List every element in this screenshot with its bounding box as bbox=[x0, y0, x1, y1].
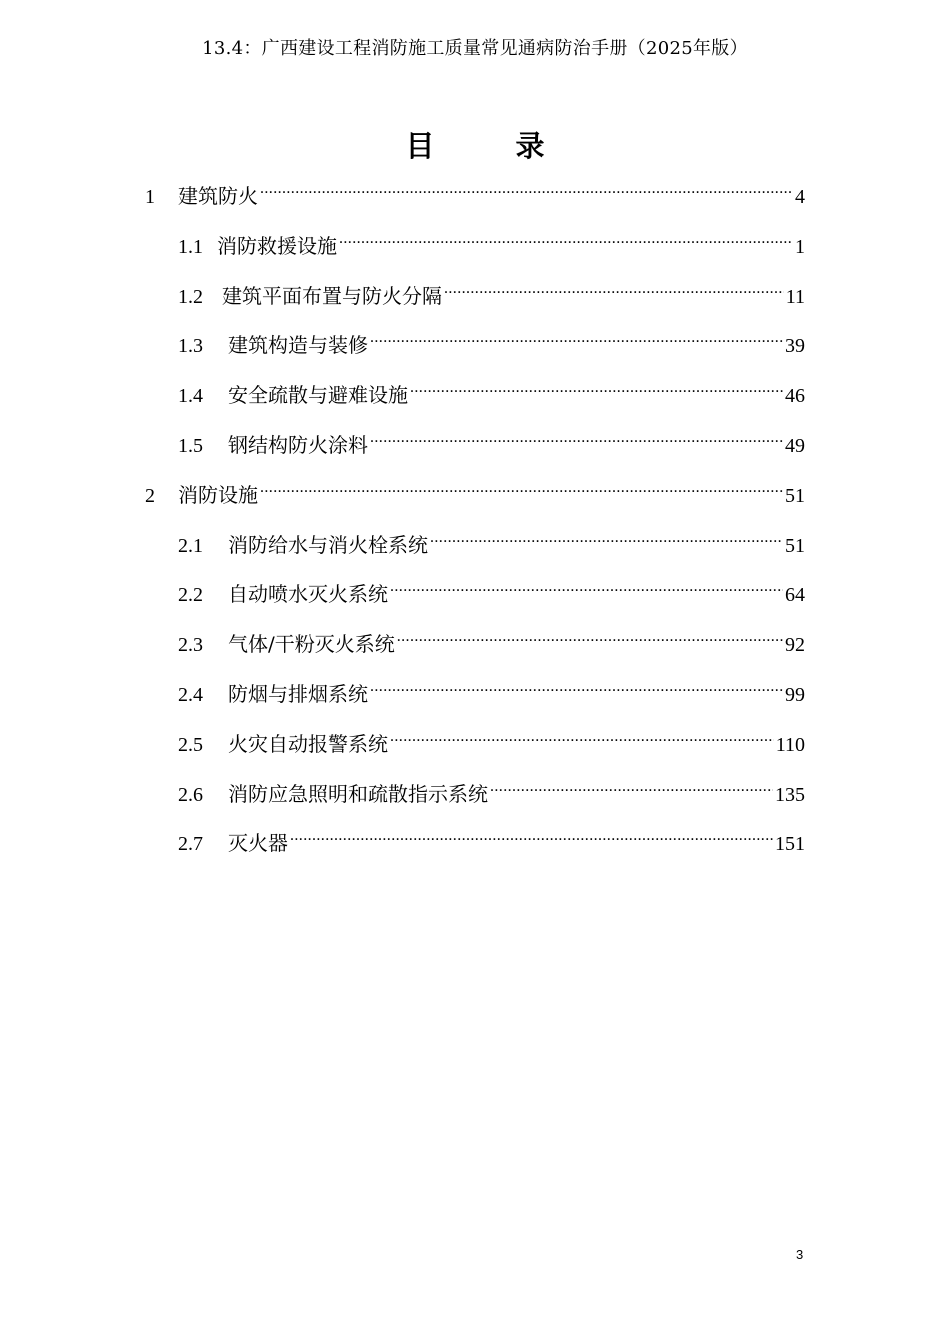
toc-entry-1[interactable] bbox=[145, 171, 805, 221]
toc-dot-leader bbox=[290, 818, 773, 850]
toc-entry-page: 51 bbox=[785, 534, 805, 557]
toc-entry-page: 46 bbox=[785, 385, 805, 408]
toc-entry-1-2[interactable] bbox=[145, 271, 805, 321]
toc-dot-leader bbox=[410, 370, 783, 402]
toc-entry-label: 安全疏散与避难设施 bbox=[228, 383, 408, 408]
toc-entry-2-7[interactable] bbox=[145, 818, 805, 868]
toc-dot-leader bbox=[490, 769, 773, 801]
toc-entry-number: 1 bbox=[145, 186, 155, 208]
running-header: 13.4：广西建设工程消防施工质量常见通病防治手册（2025年版） bbox=[202, 38, 748, 59]
toc-dot-leader bbox=[260, 171, 793, 203]
toc-entry-2[interactable] bbox=[145, 470, 805, 520]
toc-entry-page: 135 bbox=[775, 783, 805, 806]
toc-entry-page: 39 bbox=[785, 335, 805, 358]
toc-entry-page: 110 bbox=[775, 733, 805, 756]
toc-entry-2-6[interactable] bbox=[145, 769, 805, 819]
toc-entry-1-5[interactable] bbox=[145, 420, 805, 470]
toc-entry-number: 1.1 bbox=[178, 235, 203, 258]
toc-entry-label: 消防救援设施 bbox=[217, 233, 337, 258]
toc-entry-number: 2.3 bbox=[178, 634, 203, 657]
page-number: 3 bbox=[796, 1247, 804, 1262]
toc-entry-label: 建筑平面布置与防火分隔 bbox=[222, 283, 442, 308]
toc-entry-2-4[interactable] bbox=[145, 669, 805, 719]
toc-entry-1-4[interactable] bbox=[145, 370, 805, 420]
toc-dot-leader bbox=[390, 569, 783, 601]
toc-entry-page: 51 bbox=[785, 484, 805, 507]
toc-entry-number: 2.7 bbox=[178, 833, 203, 856]
toc-entry-number: 2.6 bbox=[178, 783, 203, 806]
toc-entry-label: 气体/干粉灭火系统 bbox=[228, 632, 395, 657]
toc-entry-label: 消防设施 bbox=[178, 482, 258, 507]
toc-entry-1-3[interactable] bbox=[145, 320, 805, 370]
toc-dot-leader bbox=[370, 320, 783, 352]
toc-entry-label: 建筑防火 bbox=[178, 184, 258, 208]
toc-dot-leader bbox=[370, 669, 783, 701]
toc-entry-number: 1.3 bbox=[178, 335, 203, 358]
toc-entry-number: 2.2 bbox=[178, 584, 203, 607]
toc-entry-number: 1.2 bbox=[178, 285, 203, 308]
toc-entry-page: 49 bbox=[785, 434, 805, 457]
toc-dot-leader bbox=[444, 271, 784, 303]
toc-entry-label: 防烟与排烟系统 bbox=[228, 681, 368, 706]
toc-entry-page: 64 bbox=[785, 584, 805, 607]
toc-entry-1-1[interactable] bbox=[145, 221, 805, 271]
toc-entry-2-5[interactable] bbox=[145, 719, 805, 769]
toc-entry-label: 消防给水与消火栓系统 bbox=[228, 532, 428, 557]
toc-entry-number: 2.4 bbox=[178, 683, 203, 706]
toc-dot-leader bbox=[339, 221, 793, 253]
toc-entry-page: 92 bbox=[785, 634, 805, 657]
toc-entry-page: 99 bbox=[785, 683, 805, 706]
toc-entry-page: 11 bbox=[785, 285, 805, 308]
toc-entry-number: 2.5 bbox=[178, 733, 203, 756]
toc-entry-number: 2.1 bbox=[178, 534, 203, 557]
toc-entry-label: 灭火器 bbox=[228, 831, 288, 856]
toc-entry-label: 火灾自动报警系统 bbox=[228, 731, 388, 756]
toc-dot-leader bbox=[397, 619, 783, 651]
toc-dot-leader bbox=[260, 470, 783, 502]
toc-entry-2-1[interactable] bbox=[145, 520, 805, 570]
table-of-contents bbox=[145, 171, 805, 868]
toc-entry-page: 1 bbox=[795, 235, 805, 258]
toc-entry-page: 151 bbox=[775, 833, 805, 856]
toc-entry-number: 2 bbox=[145, 484, 155, 507]
toc-entry-label: 自动喷水灭火系统 bbox=[228, 582, 388, 607]
toc-entry-number: 1.4 bbox=[178, 385, 203, 408]
toc-entry-label: 建筑构造与装修 bbox=[228, 333, 368, 358]
toc-dot-leader bbox=[390, 719, 774, 751]
toc-entry-label: 钢结构防火涂料 bbox=[228, 432, 368, 457]
toc-dot-leader bbox=[430, 520, 783, 552]
toc-entry-number: 1.5 bbox=[178, 434, 203, 457]
toc-entry-label: 消防应急照明和疏散指示系统 bbox=[228, 781, 488, 806]
toc-dot-leader bbox=[370, 420, 783, 452]
toc-entry-2-3[interactable] bbox=[145, 619, 805, 669]
toc-entry-2-2[interactable] bbox=[145, 569, 805, 619]
toc-title: 目 录 bbox=[405, 129, 571, 163]
toc-entry-page: 4 bbox=[795, 186, 805, 208]
